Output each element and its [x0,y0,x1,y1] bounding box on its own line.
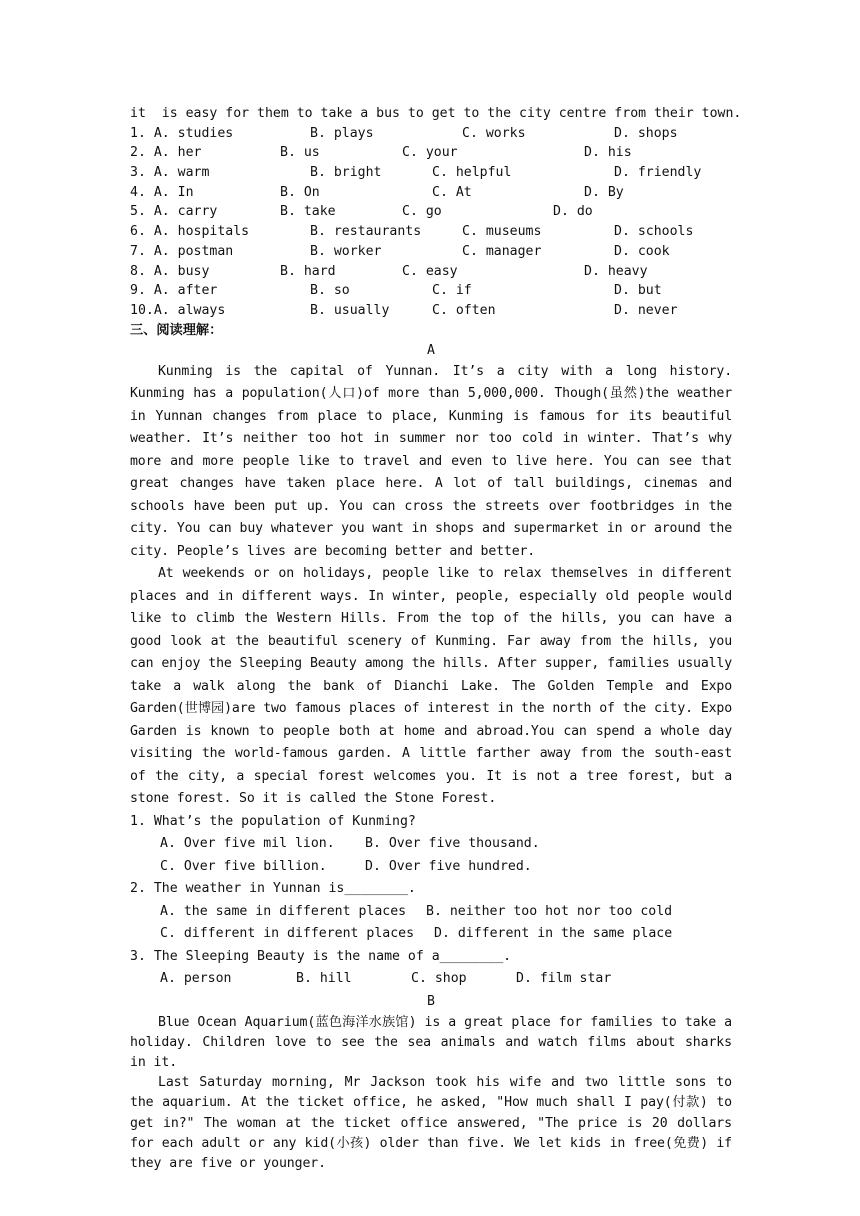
cloze-option: 2. A. her [130,145,202,161]
cloze-option: 6. A. hospitals [130,224,250,240]
cloze-row [130,301,732,321]
cloze-row [130,262,732,282]
cloze-option: D. shops [614,125,678,141]
cloze-row [130,143,732,163]
passage-b-label: B [427,993,435,1009]
question-options-row [130,901,732,924]
question-option: A. person [160,971,232,987]
question-option: D. different in the same place [434,926,673,942]
cloze-option: D. heavy [584,263,648,279]
cloze-option: 1. A. studies [130,125,234,141]
cloze-option: 7. A. postman [130,243,234,259]
cloze-option: D. his [584,145,632,161]
question-option: C. different in different places [160,926,415,942]
cloze-option: B. usually [310,302,390,318]
document-page [130,104,742,1174]
cloze-option: B. worker [310,243,382,259]
question-option: D. film star [516,971,612,987]
cloze-row [130,183,732,203]
cloze-option: B. take [280,204,336,220]
cloze-option: C. often [432,302,496,318]
cloze-option: 10.A. always [130,302,226,318]
question-option: D. Over five hundred. [365,858,532,874]
cloze-option: D. friendly [614,165,702,181]
cloze-option: C. works [462,125,526,141]
question-stem: 2. The weather in Yunnan is________. [130,881,416,897]
cloze-option: 8. A. busy [130,263,210,279]
question-option: B. neither too hot nor too cold [426,903,673,919]
question-option: A. Over five mil lion. [160,836,335,852]
cloze-option: 4. A. In [130,184,194,200]
cloze-option: D. By [584,184,624,200]
passage-a-label: A [427,342,435,358]
cloze-option: B. plays [310,125,374,141]
question-options-row [130,968,732,991]
question-options-row [130,923,732,946]
question-options-row [130,856,732,879]
cloze-options-list [130,124,732,321]
section-heading: 三、阅读理解： [130,322,223,338]
cloze-option: B. us [280,145,320,161]
cloze-option: B. so [310,283,350,299]
passage-a-paragraph-2: At weekends or on holidays, people like to relax themselves in different places and in different ways. In winter, people, especially old people would like to climb the Western Hills. From the top of the hills, you can have a good look at the beautiful scenery of Kunming. Far away from the hills, you can enjoy the Sleeping Beauty among the hills. After supper, families usually take a walk along the bank of Dianchi Lake. The Golden Temple and Expo Garden(世博园)are two famous places of interest in the north of the city. Expo Garden is known to people both at home and abroad.You can spend a whole day visiting the world-famous garden. A little farther away from the south-east of the city, a special forest welcomes you. It is not a tree forest, but a stone forest. So it is called the Stone Forest. [130,566,732,807]
question-option: B. Over five thousand. [365,836,540,852]
question-stem: 3. The Sleeping Beauty is the name of a________. [130,948,512,964]
cloze-option: D. but [614,283,662,299]
passage-a-paragraph-1: Kunming is the capital of Yunnan. It’s a city with a long history. Kunming has a population(人口)of more than 5,000,000. Though(虽然)the weather in Yunnan changes from place to place, Kunming is famous for its beautiful weather. It’s neither too hot in summer nor too cold in winter. That’s why more and more people like to travel and even to live here. You can see that great changes have taken place here. A lot of tall buildings, cinemas and schools have been put up. You can cross the streets over footbridges in the city. You can buy whatever you want in shops and supermarket in or around the city. People’s lives are becoming better and better. [130,363,732,559]
cloze-option: C. At [432,184,472,200]
cloze-option: C. if [432,283,472,299]
cloze-option: D. never [614,302,678,318]
cloze-row [130,163,732,183]
cloze-option: 3. A. warm [130,165,210,181]
cloze-option: D. schools [614,224,694,240]
cloze-option: C. museums [462,224,542,240]
cloze-option: C. manager [462,243,542,259]
cloze-option: C. helpful [432,165,512,181]
cloze-option: C. easy [402,263,458,279]
cloze-option: B. bright [310,165,382,181]
passage-b-paragraph-2: Last Saturday morning, Mr Jackson took his wife and two little sons to the aquarium. At the ticket office, he asked, "How much shall I pay(付款) to get in?" The woman at the ticket office answered, "The price is 20 dollars for each adult or any kid(小孩) older than five. We let kids in free(免费) if they are five or younger. [130,1075,732,1171]
question-options-row [130,833,732,856]
cloze-option: B. On [280,184,320,200]
cloze-option: C. your [402,145,458,161]
question-option: A. the same in different places [160,903,407,919]
question-option: C. Over five billion. [160,858,327,874]
intro-line: it is easy for them to take a bus to get to the city centre from their town. [130,106,742,121]
cloze-option: B. hard [280,263,336,279]
question-option: C. shop [411,971,467,987]
question-stem: 1. What’s the population of Kunming? [130,813,416,829]
cloze-row [130,124,732,144]
cloze-option: 5. A. carry [130,204,218,220]
cloze-option: 9. A. after [130,283,218,299]
cloze-option: C. go [402,204,442,220]
passage-b-paragraph-1: Blue Ocean Aquarium(蓝色海洋水族馆) is a great place for families to take a holiday. Children love to see the sea animals and watch films about sharks in it. [130,1014,732,1070]
cloze-row [130,281,732,301]
question-option: B. hill [296,971,352,987]
questions-list [130,811,732,991]
cloze-row [130,202,732,222]
cloze-option: D. cook [614,243,670,259]
cloze-row [130,222,732,242]
cloze-row [130,242,732,262]
cloze-option: D. do [553,204,593,220]
cloze-option: B. restaurants [310,224,422,240]
